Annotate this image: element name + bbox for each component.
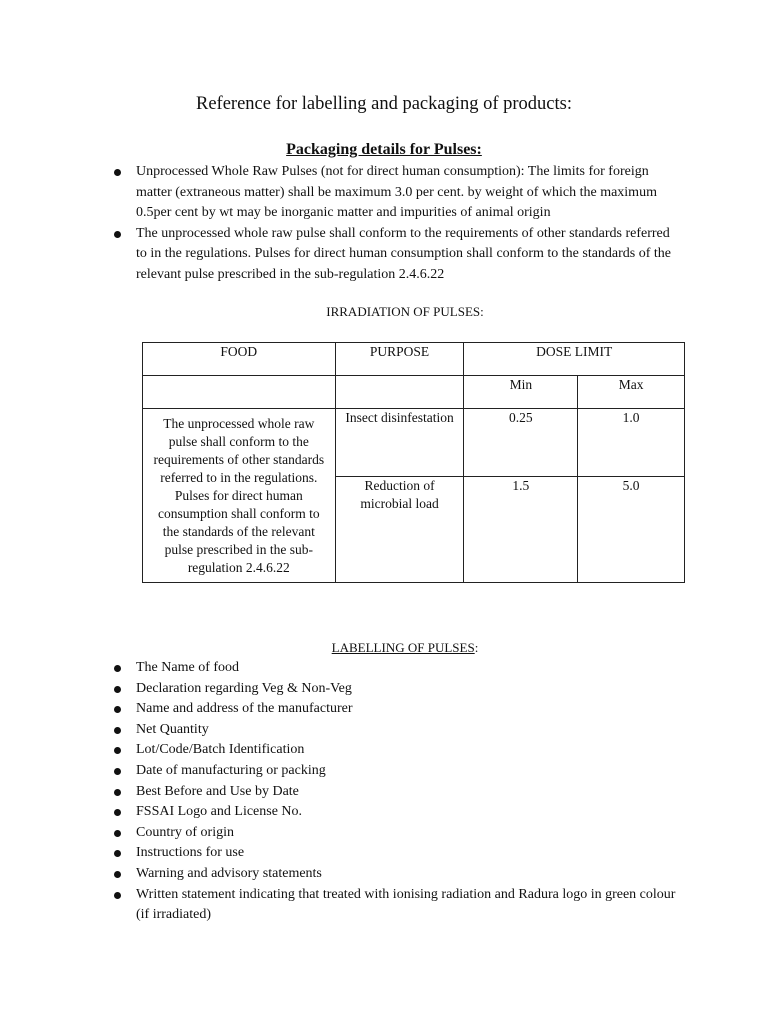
list-item: Warning and advisory statements	[112, 864, 682, 885]
list-item: Lot/Code/Batch Identification	[112, 740, 682, 761]
header-dose-limit: DOSE LIMIT	[464, 343, 685, 376]
table-row	[143, 409, 685, 477]
list-item: Instructions for use	[112, 843, 682, 864]
list-item: Unprocessed Whole Raw Pulses (not for direct human consumption): The limits for foreign matter (extraneous matter) shall be maximum 3.0 per cent. by weight of which the maximum 0.5per cent by wt may be inorganic matter and impurities of animal origin	[112, 162, 682, 224]
purpose-cell: Insect disinfestation	[335, 409, 464, 477]
bullet-icon	[114, 706, 121, 713]
min-cell: 1.5	[464, 477, 578, 583]
list-item: Name and address of the manufacturer	[112, 699, 682, 720]
irradiation-table	[142, 342, 685, 583]
list-item: Date of manufacturing or packing	[112, 761, 682, 782]
list-item: The Name of food	[112, 658, 682, 679]
bullet-icon	[114, 231, 121, 238]
list-item: Country of origin	[112, 823, 682, 844]
bullet-icon	[114, 747, 121, 754]
list-item: The unprocessed whole raw pulse shall conform to the requirements of other standards referred to in the regulations. Pulses for direct human consumption shall conform to the standards of the relevant pulse prescribed in the sub-regulation 2.4.6.22	[112, 224, 682, 286]
list-item: Declaration regarding Veg & Non-Veg	[112, 679, 682, 700]
packaging-heading: Packaging details for Pulses:	[286, 141, 482, 158]
list-item: Best Before and Use by Date	[112, 782, 682, 803]
header-max: Max	[578, 376, 685, 409]
empty-cell	[143, 376, 336, 409]
bullet-icon	[114, 789, 121, 796]
bullet-icon	[114, 768, 121, 775]
table-subheader-row	[143, 376, 685, 409]
purpose-cell: Reduction of microbial load	[335, 477, 464, 583]
labelling-list	[112, 658, 682, 926]
header-food: FOOD	[143, 343, 336, 376]
table-header-row	[143, 343, 685, 376]
empty-cell	[335, 376, 464, 409]
irradiation-caption: IRRADIATION OF PULSES:	[326, 304, 484, 319]
page-title: Reference for labelling and packaging of products:	[195, 94, 573, 114]
header-min: Min	[464, 376, 578, 409]
bullet-icon	[114, 871, 121, 878]
bullet-icon	[114, 892, 121, 899]
labelling-caption: LABELLING OF PULSES:	[331, 640, 479, 655]
food-description: The unprocessed whole raw pulse shall conform to the requirements of other standards referred to in the regulations. Pulses for direct human consumption shall conform to the standards of the relevant pulse prescribed in the sub-regulation 2.4.6.22	[143, 409, 336, 583]
min-cell: 0.25	[464, 409, 578, 477]
header-purpose: PURPOSE	[335, 343, 464, 376]
bullet-icon	[114, 665, 121, 672]
bullet-icon	[114, 809, 121, 816]
max-cell: 5.0	[578, 477, 685, 583]
bullet-icon	[114, 169, 121, 176]
bullet-icon	[114, 850, 121, 857]
bullet-icon	[114, 727, 121, 734]
list-item: FSSAI Logo and License No.	[112, 802, 682, 823]
max-cell: 1.0	[578, 409, 685, 477]
bullet-icon	[114, 830, 121, 837]
packaging-list	[112, 162, 682, 286]
bullet-icon	[114, 686, 121, 693]
list-item: Net Quantity	[112, 720, 682, 741]
list-item: Written statement indicating that treated with ionising radiation and Radura logo in green colour (if irradiated)	[112, 885, 682, 926]
